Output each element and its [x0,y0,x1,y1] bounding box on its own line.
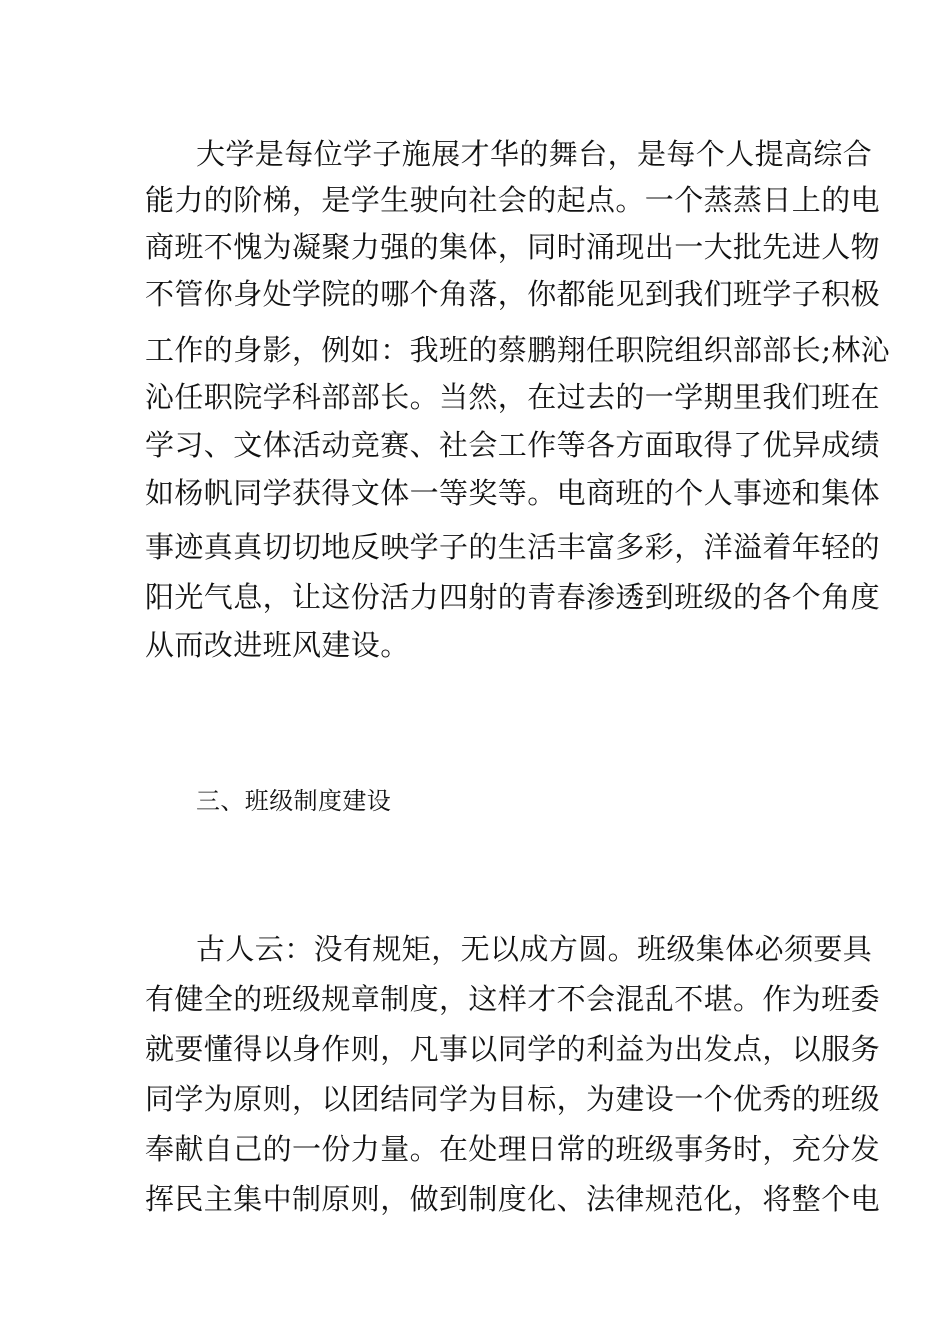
paragraph-line: 有健全的班级规章制度，这样才不会混乱不堪。作为班委 [145,982,881,1016]
paragraph-line: 大学是每位学子施展才华的舞台，是每个人提高综合 [196,137,873,171]
paragraph-line: 就要懂得以身作则，凡事以同学的利益为出发点，以服务 [145,1032,881,1066]
paragraph-line: 事迹真真切切地反映学子的生活丰富多彩，洋溢着年轻的 [145,530,881,564]
paragraph-line: 不管你身处学院的哪个角落，你都能见到我们班学子积极 [145,277,881,311]
paragraph-line: 古人云：没有规矩，无以成方圆。班级集体必须要具 [196,932,873,966]
paragraph-line: 如杨帆同学获得文体一等奖等。电商班的个人事迹和集体 [145,476,881,510]
paragraph-line: 同学为原则，以团结同学为目标，为建设一个优秀的班级 [145,1082,881,1116]
paragraph-line: 学习、文体活动竞赛、社会工作等各方面取得了优异成绩 [145,428,881,462]
paragraph-line: 商班不愧为凝聚力强的集体，同时涌现出一大批先进人物 [145,230,881,264]
paragraph-line: 工作的身影，例如：我班的蔡鹏翔任职院组织部部长;林沁 [145,333,891,367]
paragraph-line: 沁任职院学科部部长。当然，在过去的一学期里我们班在 [145,380,881,414]
paragraph-line: 奉献自己的一份力量。在处理日常的班级事务时，充分发 [145,1132,881,1166]
paragraph-line: 挥民主集中制原则，做到制度化、法律规范化，将整个电 [145,1182,881,1216]
paragraph-line: 阳光气息，让这份活力四射的青春渗透到班级的各个角度 [145,580,881,614]
section-heading: 三、班级制度建设 [196,787,392,815]
paragraph-line: 从而改进班风建设。 [145,628,410,662]
paragraph-line: 能力的阶梯，是学生驶向社会的起点。一个蒸蒸日上的电 [145,183,881,217]
